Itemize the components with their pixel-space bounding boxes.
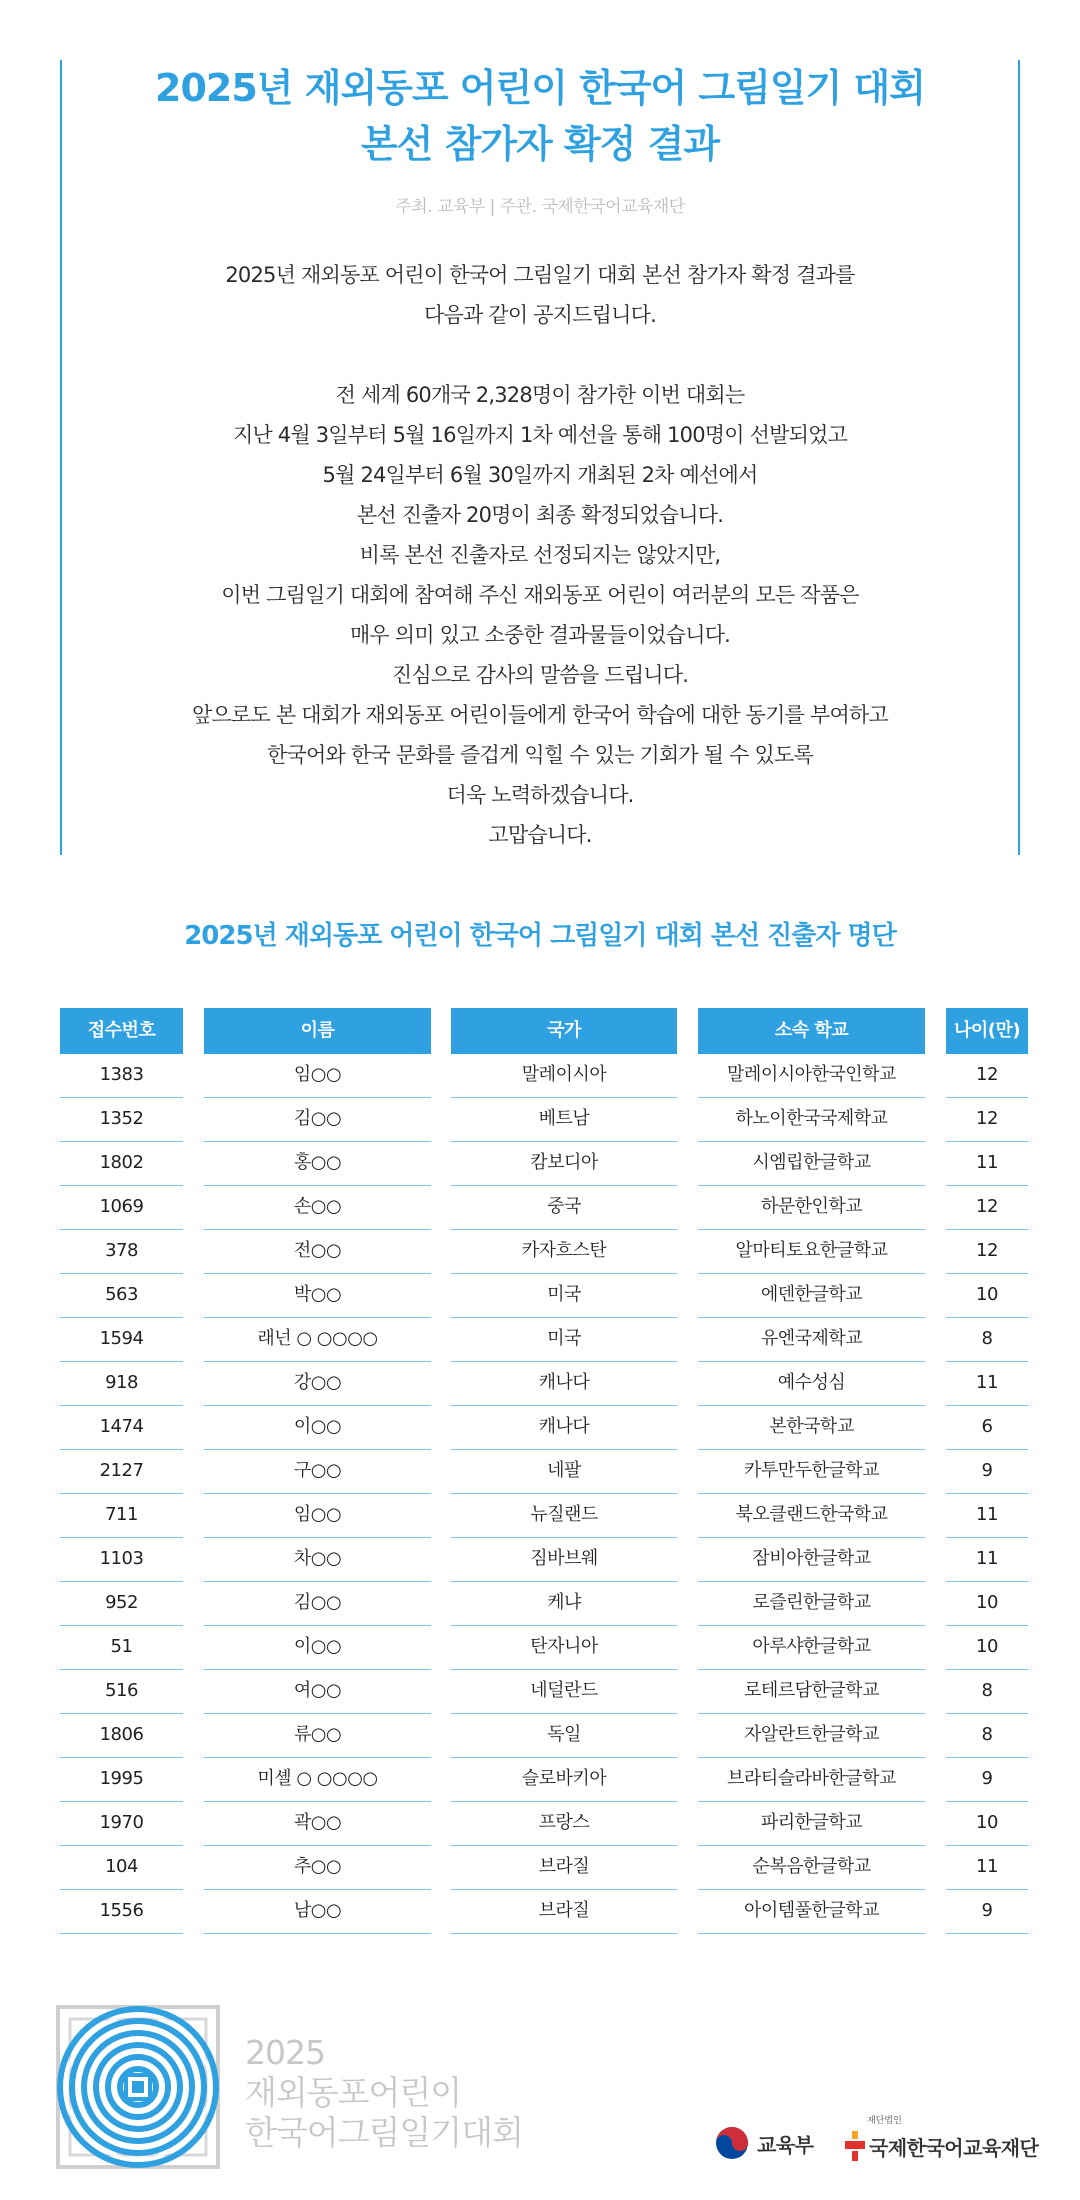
cell-receipt-number: 711 [60,1494,183,1538]
cell-name: 류○○ [204,1714,431,1758]
cell-age: 8 [946,1714,1028,1758]
cell-name: 전○○ [204,1230,431,1274]
cell-name: 래넌 ○ ○○○○ [204,1318,431,1362]
cell-school: 하문한인학교 [698,1186,925,1230]
table-row [0,1098,1080,1142]
finalist-table [0,1008,1080,1934]
cell-country: 탄자니아 [451,1626,677,1670]
cell-age: 11 [946,1846,1028,1890]
header-school: 소속 학교 [698,1008,925,1054]
table-row [0,1406,1080,1450]
ministry-label: 교육부 [757,2132,814,2157]
table-row [0,1758,1080,1802]
cell-receipt-number: 1352 [60,1098,183,1142]
foundation-label: 국제한국어교육재단 [869,2136,1039,2160]
cell-school: 알마티토요한글학교 [698,1230,925,1274]
cell-receipt-number: 51 [60,1626,183,1670]
notice-line: 2025년 재외동포 어린이 한국어 그림일기 대회 본선 참가자 확정 결과를 [225,263,855,287]
table-row [0,1450,1080,1494]
notice-line: 앞으로도 본 대회가 재외동포 어린이들에게 한국어 학습에 대한 동기를 부여하고 [192,703,888,727]
cell-school: 순복음한글학교 [698,1846,925,1890]
cell-name: 손○○ [204,1186,431,1230]
table-row [0,1890,1080,1934]
cell-country: 프랑스 [451,1802,677,1846]
cell-age: 8 [946,1318,1028,1362]
cell-receipt-number: 952 [60,1582,183,1626]
cell-receipt-number: 516 [60,1670,183,1714]
cell-age: 9 [946,1890,1028,1934]
cell-receipt-number: 918 [60,1362,183,1406]
cell-country: 캐나다 [451,1362,677,1406]
cell-name: 강○○ [204,1362,431,1406]
logo-year: 2025 [245,2033,325,2072]
notice-line: 진심으로 감사의 말씀을 드립니다. [391,663,689,687]
cell-country: 캐나다 [451,1406,677,1450]
cell-receipt-number: 2127 [60,1450,183,1494]
cell-country: 카자흐스탄 [451,1230,677,1274]
table-row [0,1230,1080,1274]
notice-line: 고맙습니다. [488,823,592,847]
cell-country: 미국 [451,1274,677,1318]
cell-age: 11 [946,1538,1028,1582]
cell-receipt-number: 1995 [60,1758,183,1802]
cell-name: 미셸 ○ ○○○○ [204,1758,431,1802]
cell-country: 말레이시아 [451,1054,677,1098]
table-row [0,1142,1080,1186]
cell-school: 로즐린한글학교 [698,1582,925,1626]
cell-name: 여○○ [204,1670,431,1714]
cell-country: 브라질 [451,1890,677,1934]
notice-line: 한국어와 한국 문화를 즐겁게 익힐 수 있는 기회가 될 수 있도록 [267,743,813,767]
table-row [0,1626,1080,1670]
cell-age: 10 [946,1802,1028,1846]
table-header [0,1008,1080,1054]
cell-name: 차○○ [204,1538,431,1582]
cell-receipt-number: 104 [60,1846,183,1890]
table-body [0,1054,1080,1934]
table-row [0,1846,1080,1890]
cell-receipt-number: 1556 [60,1890,183,1934]
table-row [0,1582,1080,1626]
cell-school: 본한국학교 [698,1406,925,1450]
cell-receipt-number: 563 [60,1274,183,1318]
cell-school: 자알란트한글학교 [698,1714,925,1758]
cell-age: 9 [946,1758,1028,1802]
cell-school: 예수성심 [698,1362,925,1406]
notice-line: 이번 그림일기 대회에 참여해 주신 재외동포 어린이 여러분의 모든 작품은 [221,583,859,607]
cell-country: 베트남 [451,1098,677,1142]
cell-school: 시엠립한글학교 [698,1142,925,1186]
table-row [0,1538,1080,1582]
contest-logo-icon [56,2005,220,2169]
table-row [0,1714,1080,1758]
cell-name: 김○○ [204,1582,431,1626]
cell-school: 북오클랜드한국학교 [698,1494,925,1538]
cell-school: 잠비아한글학교 [698,1538,925,1582]
cell-name: 임○○ [204,1054,431,1098]
cell-school: 파리한글학교 [698,1802,925,1846]
cell-name: 홍○○ [204,1142,431,1186]
logo-line-3: 한국어그림일기대회 [245,2113,523,2152]
taegeuk-icon [715,2126,749,2160]
cell-receipt-number: 1474 [60,1406,183,1450]
title-line-1: 2025년 재외동포 어린이 한국어 그림일기 대회 [155,66,925,110]
cell-age: 10 [946,1274,1028,1318]
notice-line: 매우 의미 있고 소중한 결과물들이었습니다. [349,623,731,647]
cell-receipt-number: 1383 [60,1054,183,1098]
cell-country: 케냐 [451,1582,677,1626]
cell-receipt-number: 378 [60,1230,183,1274]
cell-age: 9 [946,1450,1028,1494]
foundation-small-label: 재단법인 [867,2116,902,2126]
cell-name: 임○○ [204,1494,431,1538]
foundation-mark-icon [845,2131,865,2161]
cell-age: 10 [946,1582,1028,1626]
cell-name: 김○○ [204,1098,431,1142]
cell-school: 유엔국제학교 [698,1318,925,1362]
table-row [0,1186,1080,1230]
ministry-logo [715,2125,813,2161]
table-row [0,1670,1080,1714]
notice-line: 더욱 노력하겠습니다. [446,783,634,807]
cell-country: 중국 [451,1186,677,1230]
cell-name: 이○○ [204,1626,431,1670]
paragraph-gap [62,335,1018,375]
cell-age: 8 [946,1670,1028,1714]
cell-receipt-number: 1594 [60,1318,183,1362]
header-receipt-number: 접수번호 [60,1008,183,1054]
notice-line: 지난 4월 3일부터 5월 16일까지 1차 예선을 통해 100명이 선발되었고 [232,423,848,447]
cell-country: 네팔 [451,1450,677,1494]
title-line-2: 본선 참가자 확정 결과 [360,122,720,166]
cell-school: 브라티슬라바한글학교 [698,1758,925,1802]
cell-school: 에덴한글학교 [698,1274,925,1318]
host-organizer: 주최. 교육부 | 주관. 국제한국어교육재단 [395,197,685,217]
notice-line: 5월 24일부터 6월 30일까지 개최된 2차 예선에서 [322,463,758,487]
header-country: 국가 [451,1008,677,1054]
notice-line: 본선 진출자 20명이 최종 확정되었습니다. [356,503,724,527]
cell-country: 브라질 [451,1846,677,1890]
footer [0,2005,1080,2195]
header-name: 이름 [204,1008,431,1054]
foundation-logo [845,2113,1038,2161]
table-row [0,1362,1080,1406]
cell-country: 슬로바키아 [451,1758,677,1802]
cell-age: 12 [946,1054,1028,1098]
cell-age: 12 [946,1186,1028,1230]
cell-school: 아이템풀한글학교 [698,1890,925,1934]
cell-age: 11 [946,1142,1028,1186]
cell-school: 아루샤한글학교 [698,1626,925,1670]
cell-country: 뉴질랜드 [451,1494,677,1538]
cell-name: 곽○○ [204,1802,431,1846]
table-row [0,1318,1080,1362]
finalist-list-title: 2025년 재외동포 어린이 한국어 그림일기 대회 본선 진출자 명단 [184,921,896,951]
table-row [0,1802,1080,1846]
notice-line: 다음과 같이 공지드립니다. [424,303,656,327]
notice-line: 전 세계 60개국 2,328명이 참가한 이번 대회는 [335,383,745,407]
cell-name: 박○○ [204,1274,431,1318]
cell-school: 하노이한국국제학교 [698,1098,925,1142]
cell-name: 남○○ [204,1890,431,1934]
cell-school: 말레이시아한국인학교 [698,1054,925,1098]
cell-country: 미국 [451,1318,677,1362]
cell-country: 캄보디아 [451,1142,677,1186]
cell-receipt-number: 1806 [60,1714,183,1758]
table-row [0,1054,1080,1098]
cell-receipt-number: 1069 [60,1186,183,1230]
notice-body [62,255,1018,855]
contest-logo-text [245,2033,523,2153]
cell-name: 이○○ [204,1406,431,1450]
cell-school: 카투만두한글학교 [698,1450,925,1494]
logo-line-2: 재외동포어린이 [245,2073,462,2112]
cell-name: 추○○ [204,1846,431,1890]
table-row [0,1494,1080,1538]
notice-box [60,60,1020,855]
table-row [0,1274,1080,1318]
header-age: 나이(만) [946,1008,1028,1054]
page-title [62,60,1018,172]
notice-line: 비록 본선 진출자로 선정되지는 않았지만, [359,543,721,567]
cell-receipt-number: 1802 [60,1142,183,1186]
cell-receipt-number: 1103 [60,1538,183,1582]
cell-country: 짐바브웨 [451,1538,677,1582]
cell-age: 12 [946,1230,1028,1274]
cell-name: 구○○ [204,1450,431,1494]
cell-age: 6 [946,1406,1028,1450]
cell-age: 10 [946,1626,1028,1670]
cell-age: 12 [946,1098,1028,1142]
cell-age: 11 [946,1494,1028,1538]
cell-country: 네덜란드 [451,1670,677,1714]
cell-age: 11 [946,1362,1028,1406]
cell-receipt-number: 1970 [60,1802,183,1846]
cell-country: 독일 [451,1714,677,1758]
cell-school: 로테르담한글학교 [698,1670,925,1714]
